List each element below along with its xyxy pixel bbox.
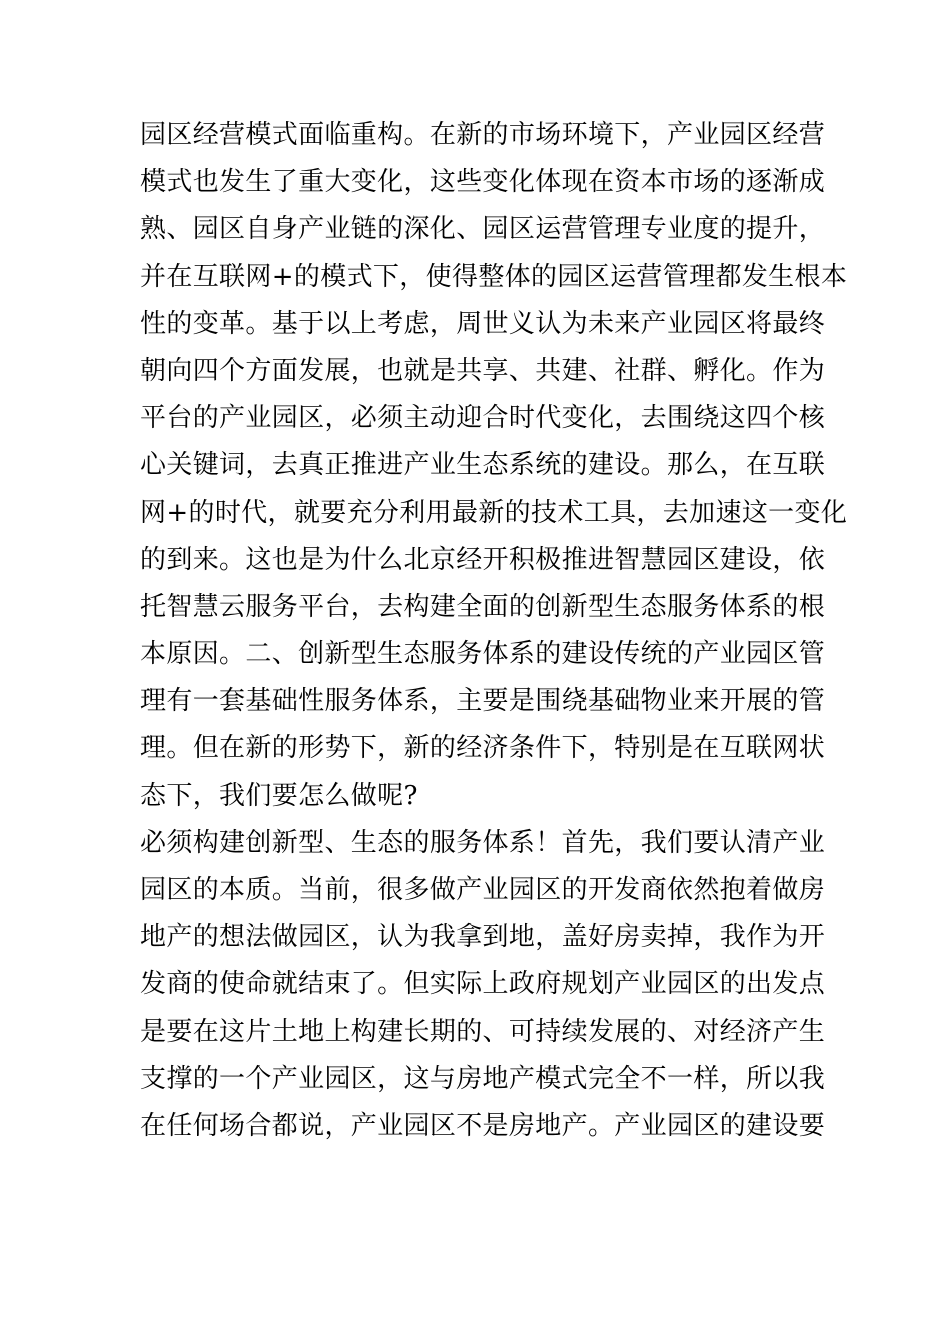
text-line: 支撑的一个产业园区，这与房地产模式完全不一样，所以我 — [140, 1063, 826, 1094]
text-line: 必须构建创新型、生态的服务体系！首先，我们要认清产业 — [140, 827, 826, 858]
text-line: 发商的使命就结束了。但实际上政府规划产业园区的出发点 — [140, 969, 826, 1000]
text-line: 性的变革。基于以上考虑，周世义认为未来产业园区将最终 — [140, 308, 826, 339]
text-line: 模式也发生了重大变化，这些变化体现在资本市场的逐渐成 — [140, 167, 826, 198]
text-line: 是要在这片土地上构建长期的、可持续发展的、对经济产生 — [140, 1016, 826, 1047]
text-line: 理。但在新的形势下，新的经济条件下，特别是在互联网状 — [140, 733, 826, 764]
text-line: 态下，我们要怎么做呢? — [140, 780, 418, 811]
text-line: 熟、园区自身产业链的深化、园区运营管理专业度的提升， — [140, 214, 826, 245]
text-line: 园区经营模式面临重构。在新的市场环境下，产业园区经营 — [140, 120, 826, 150]
text-line: 托智慧云服务平台，去构建全面的创新型生态服务体系的根 — [140, 591, 826, 622]
text-line: 并在互联网+的模式下，使得整体的园区运营管理都发生根本 — [140, 261, 848, 292]
text-line: 地产的想法做园区，认为我拿到地，盖好房卖掉，我作为开 — [140, 922, 826, 953]
text-line: 平台的产业园区，必须主动迎合时代变化，去围绕这四个核 — [140, 403, 826, 434]
text-line: 理有一套基础性服务体系，主要是围绕基础物业来开展的管 — [140, 686, 826, 717]
text-line: 园区的本质。当前，很多做产业园区的开发商依然抱着做房 — [140, 875, 826, 905]
text-line: 朝向四个方面发展，也就是共享、共建、社群、孵化。作为 — [140, 355, 826, 386]
text-line: 心关键词，去真正推进产业生态系统的建设。那么，在互联 — [140, 450, 826, 481]
text-line: 本原因。二、创新型生态服务体系的建设传统的产业园区管 — [140, 639, 826, 670]
text-line: 在任何场合都说，产业园区不是房地产。产业园区的建设要 — [140, 1110, 826, 1141]
text-line: 网+的时代，就要充分利用最新的技术工具，去加速这一变化 — [140, 497, 848, 528]
body-text — [140, 112, 848, 1150]
text-line: 的到来。这也是为什么北京经开积极推进智慧园区建设，依 — [140, 544, 826, 575]
